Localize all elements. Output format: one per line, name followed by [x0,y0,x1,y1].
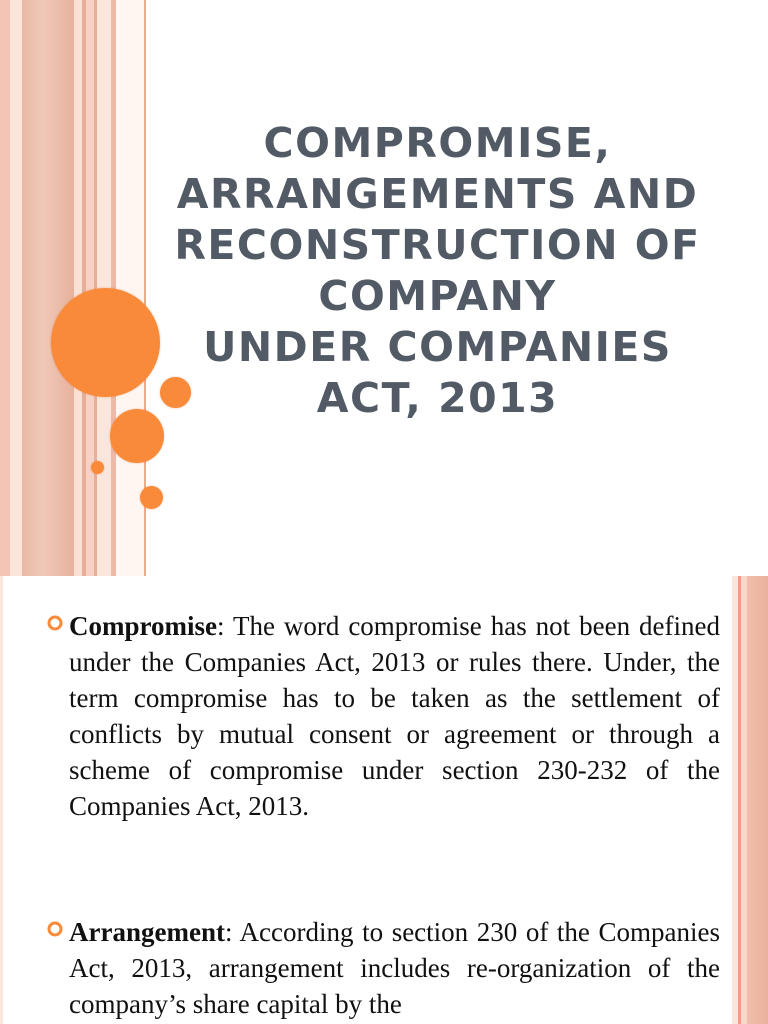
term-definition: : The word compromise has not been defined under the Companies Act, 2013 or rules there. Under, the term compromise has to be taken as the settlement of conflicts by mutual consent or agreement or through a scheme of compromise under section 230-232 of the Companies Act, 2013. [69,611,720,821]
title-line: RECONSTRUCTION OF [174,221,701,269]
title-line: ARRANGEMENTS AND [176,170,699,218]
orange-circle-bullet-icon [45,613,65,633]
bullet-arrangement [69,914,720,1022]
decorative-stripe [747,576,768,1024]
slide-title [170,118,705,424]
decorative-circle-tiny [91,461,104,474]
content-slide [0,576,768,1024]
title-line: COMPROMISE, [263,119,612,167]
decorative-stripe [0,0,10,576]
title-line: ACT, 2013 [316,374,559,422]
title-line: UNDER COMPANIES [203,323,672,371]
term-label: Arrangement [69,917,225,947]
orange-circle-bullet-icon [45,919,65,939]
decorative-stripe [10,0,22,576]
decorative-stripe [74,0,82,576]
decorative-stripe [116,0,144,576]
term-definition: : According to section 230 of the Companies Act, 2013, arrangement includes re-organization of the company’s share capital by the [69,917,720,1019]
decorative-stripe [86,0,94,576]
bullet-compromise [69,608,720,824]
title-line: COMPANY [318,272,557,320]
decorative-circle-medium [110,409,164,463]
term-label: Compromise [69,611,217,641]
decorative-circle-large [51,288,160,397]
decorative-stripe [0,576,3,1024]
decorative-stripe [22,0,74,576]
decorative-circle-small [140,486,163,509]
